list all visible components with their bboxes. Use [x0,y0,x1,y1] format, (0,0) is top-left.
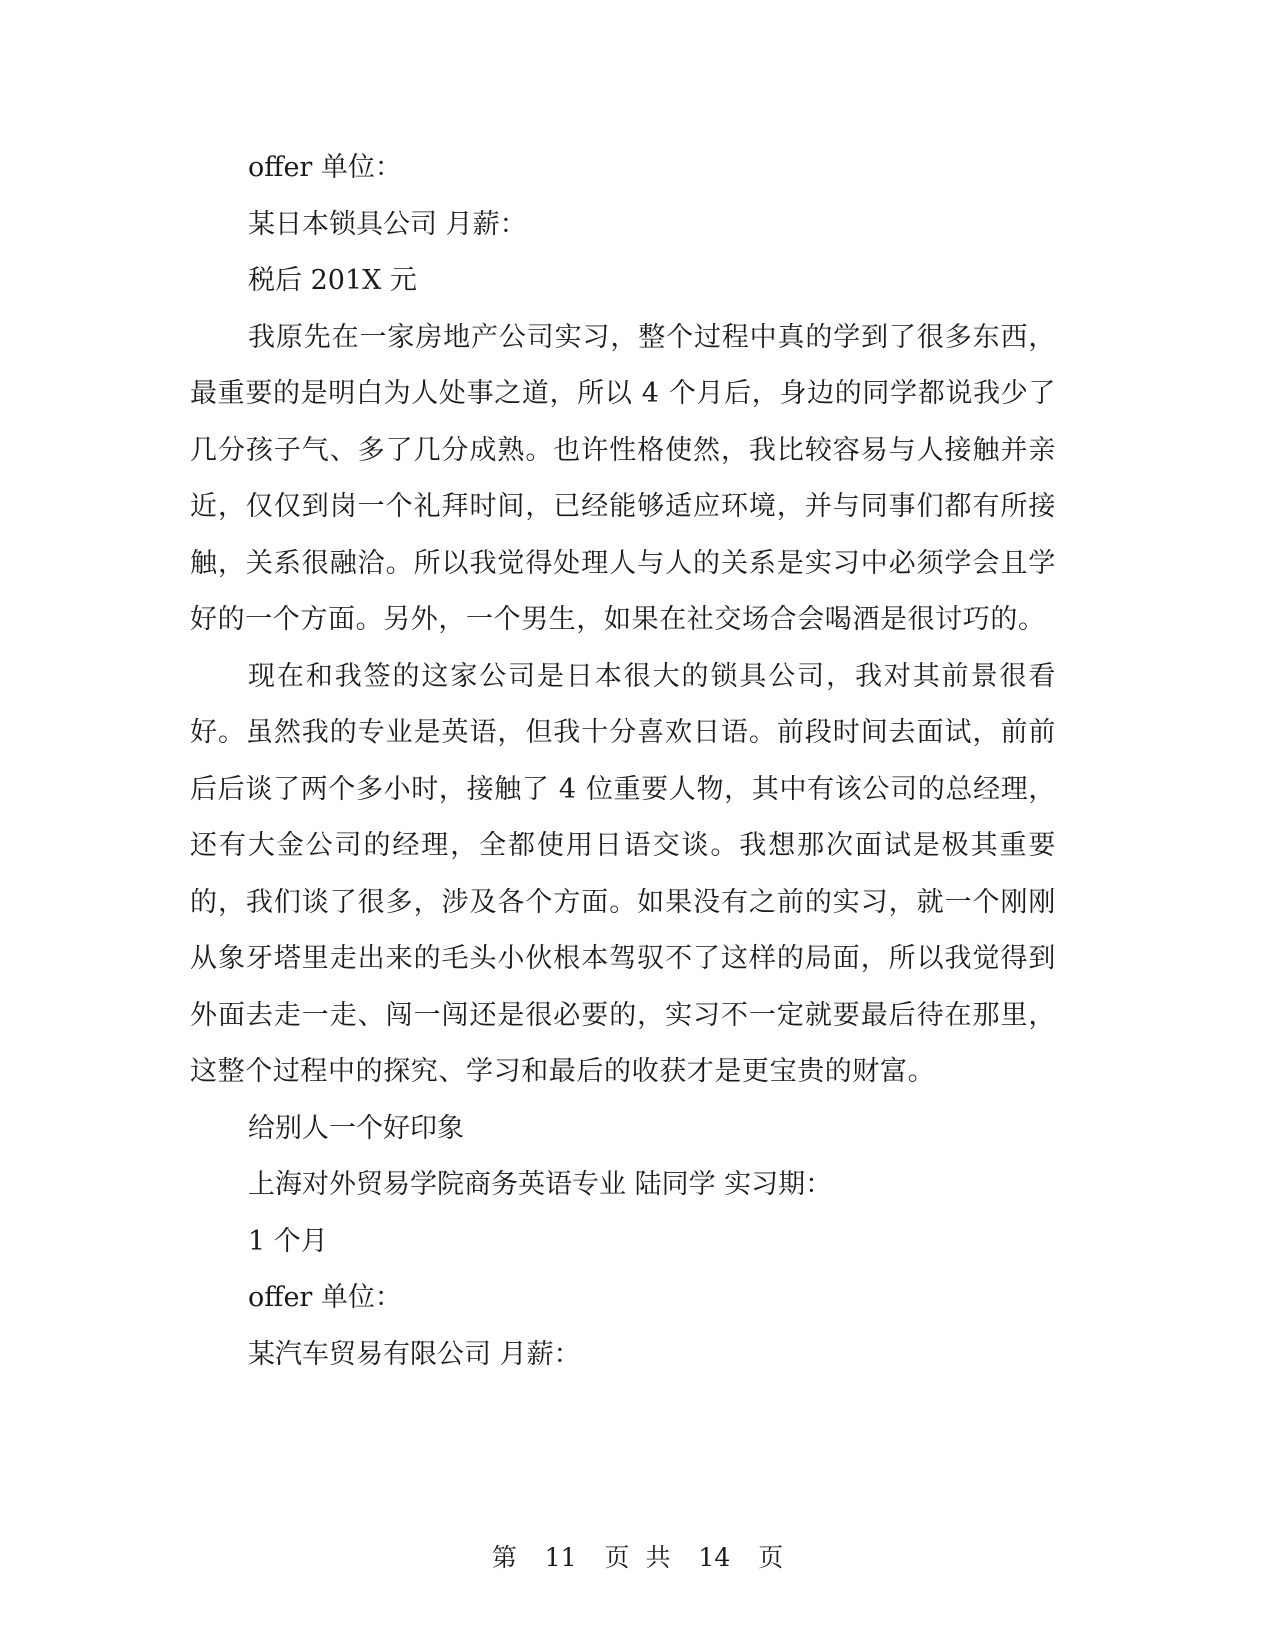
text-line: offer 单位： [248,1282,402,1313]
text-line: 某日本锁具公司 月薪： [248,208,527,240]
paragraph-company-interview: 现在和我签的这家公司是日本很大的锁具公司，我对其前景很看好。虽然我的专业是英语，但我十分喜欢日语。前段时间去面试，前前后后谈了两个多小时，接触了 4 位重要人物，其中有该公司的总经理，还有大金公司的经理，全都使用日语交谈。我想那次面试是极其重要的，我们谈了很多，涉及各个方面。如果没有之前的实习，就一个刚刚从象牙塔里走出来的毛头小伙根本驾驭不了这样的局面，所以我觉得到外面去走一走、闯一闯还是很必要的，实习不一定就要最后待在那里，这整个过程中的探究、学习和最后的收获才是更宝贵的财富。 [190,660,1056,1087]
text-line: 上海对外贸易学院商务英语专业 陆同学 实习期： [248,1169,833,1200]
page-body [190,140,1056,1383]
text-line: 1 个月 [248,1225,328,1257]
footer-current-page: 11 [544,1543,577,1572]
text-line: 税后 201X 元 [248,265,417,296]
page-footer [0,1538,1275,1574]
text-line: offer 单位： [248,152,402,183]
footer-total-pages: 14 [698,1543,731,1572]
footer-prefix: 第 [491,1543,517,1572]
text-line: 某汽车贸易有限公司 月薪： [248,1338,581,1370]
paragraph-internship-experience: 我原先在一家房地产公司实习，整个过程中真的学到了很多东西，最重要的是明白为人处事之道，所以 4 个月后，身边的同学都说我少了几分孩子气、多了几分成熟。也许性格使然，我比较容易与人接触并亲近，仅仅到岗一个礼拜时间，已经能够适应环境，并与同事们都有所接触，关系很融洽。所以我觉得处理人与人的关系是实习中必须学会且学好的一个方面。另外，一个男生，如果在社交场合会喝酒是很讨巧的。 [190,321,1056,635]
footer-middle: 页 共 [604,1543,671,1572]
section-heading: 给别人一个好印象 [248,1112,464,1144]
footer-suffix: 页 [758,1543,784,1572]
